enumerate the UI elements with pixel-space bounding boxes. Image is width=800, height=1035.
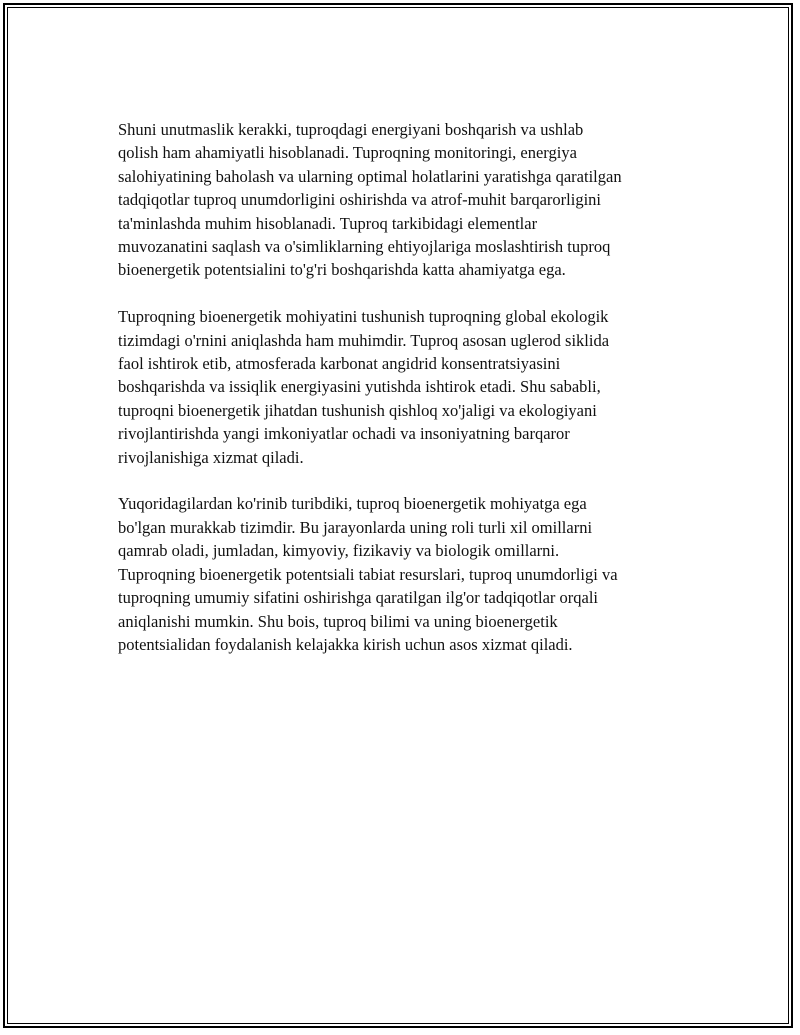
text-line: boshqarishda va issiqlik energiyasini yutishda ishtirok etadi. Shu sababli, <box>118 377 601 397</box>
text-line: ta'minlashda muhim hisoblanadi. Tuproq tarkibidagi elementlar <box>118 213 538 233</box>
text-line: potentsialidan foydalanish kelajakka kirish uchun asos xizmat qiladi. <box>118 634 573 654</box>
text-line: Shuni unutmaslik kerakki, tuproqdagi energiyani boshqarish va ushlab <box>118 120 584 139</box>
text-line: bioenergetik potentsialini to'g'ri boshqarishda katta ahamiyatga ega. <box>118 260 566 280</box>
paragraph-3 <box>118 492 703 656</box>
text-line: qolish ham ahamiyatli hisoblanadi. Tuproqning monitoringi, energiya <box>118 143 577 163</box>
text-line: Tuproqning bioenergetik mohiyatini tushunish tuproqning global ekologik <box>118 307 609 327</box>
paragraph-2 <box>118 305 703 469</box>
text-line: qamrab oladi, jumladan, kimyoviy, fizikaviy va biologik omillarni. <box>118 541 560 561</box>
text-line: rivojlanishiga xizmat qiladi. <box>118 447 304 467</box>
document-body <box>118 118 703 680</box>
text-line: Yuqoridagilardan ko'rinib turibdiki, tuproq bioenergetik mohiyatga ega <box>118 494 587 514</box>
text-line: tizimdagi o'rnini aniqlashda ham muhimdir. Tuproq asosan uglerod siklida <box>118 330 610 350</box>
text-line: bo'lgan murakkab tizimdir. Bu jarayonlarda uning roli turli xil omillarni <box>118 517 593 537</box>
text-line: Tuproqning bioenergetik potentsiali tabiat resurslari, tuproq unumdorligi va <box>118 564 618 584</box>
paragraph-1 <box>118 118 703 282</box>
text-line: tuproqning umumiy sifatini oshirishga qaratilgan ilg'or tadqiqotlar orqali <box>118 588 599 608</box>
text-line: muvozanatini saqlash va o'simliklarning ehtiyojlariga moslashtirish tuproq <box>118 237 611 257</box>
text-line: tuproqni bioenergetik jihatdan tushunish qishloq xo'jaligi va ekologiyani <box>118 400 597 420</box>
text-line: salohiyatining baholash va ularning optimal holatlarini yaratishga qaratilgan <box>118 166 622 186</box>
text-line: tadqiqotlar tuproq unumdorligini oshirishda va atrof-muhit barqarorligini <box>118 190 601 210</box>
text-line: aniqlanishi mumkin. Shu bois, tuproq bilimi va uning bioenergetik <box>118 611 558 631</box>
text-line: faol ishtirok etib, atmosferada karbonat angidrid konsentratsiyasini <box>118 354 561 374</box>
text-line: rivojlantirishda yangi imkoniyatlar ochadi va insoniyatning barqaror <box>118 424 570 444</box>
